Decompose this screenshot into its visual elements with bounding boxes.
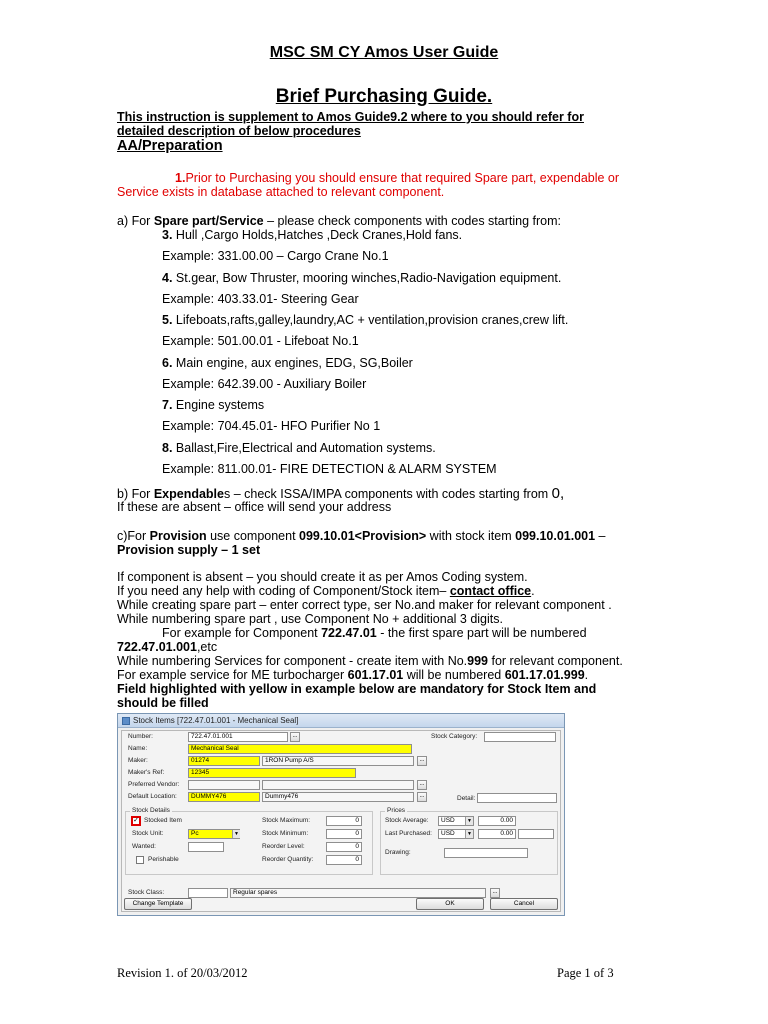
stock-unit-value: Pc [191,830,199,837]
dialog-body [121,730,561,912]
prov-end: – [595,529,606,543]
chevron-down-icon[interactable]: ▼ [232,830,240,838]
note-5a: For example for Component [162,626,322,640]
last-purchased-label: Last Purchased: [385,830,432,837]
note-6b: ,etc [196,640,218,654]
makers-ref-label: Maker's Ref: [128,769,165,776]
name-field[interactable]: Mechanical Seal [188,744,412,754]
spares-item-6 [162,356,413,370]
note-8e: . [584,668,589,682]
default-location-label: Default Location: [128,793,177,800]
note-7b: 999 [467,654,488,668]
maker-code-field[interactable]: 01274 [188,756,260,766]
intro-number: 1. [175,171,186,185]
makers-ref-field[interactable]: 12345 [188,768,356,778]
name-label: Name: [128,745,148,752]
default-location-name[interactable]: Dummy476 [262,792,414,802]
note-7c: for relevant component. [488,654,623,668]
stock-average-field[interactable]: 0.00 [478,816,516,826]
note-2c: . [531,584,535,598]
window-icon [122,717,130,725]
note-5b: 722.47.01 [321,626,377,640]
preferred-vendor-code[interactable] [188,780,260,790]
note-line-6 [117,640,217,654]
spares-item-8 [162,441,436,455]
change-template-button[interactable]: Change Template [124,898,192,910]
stocked-item-label: Stocked Item [144,817,182,824]
vendor-browse-button[interactable]: ... [417,780,427,790]
exp-bold: Expendable [153,487,224,501]
item-text: Engine systems [172,398,265,412]
instruction-note [117,110,584,138]
contact-office-link: contact office [449,584,532,598]
stock-class-name[interactable]: Regular spares [230,888,486,898]
spares-example-5: Example: 501.00.01 - Lifeboat No.1 [162,334,359,348]
stock-minimum-field[interactable]: 0 [326,829,362,839]
item-number: 4. [162,271,173,285]
stock-details-label: Stock Details [132,807,170,814]
item-number: 3. [162,228,173,242]
item-number: 7. [162,398,173,412]
exp-zero: 0, [551,485,565,502]
wanted-field[interactable] [188,842,224,852]
last-purchased-field[interactable]: 0.00 [478,829,516,839]
item-text: St.gear, Bow Thruster, mooring winches,Radio-Navigation equipment. [172,271,562,285]
note-8d: 601.17.01.999 [504,668,585,682]
prov-mid-2: with stock item [426,529,516,543]
perishable-label: Perishable [148,856,179,863]
currency-value: USD [441,817,455,824]
spares-prefix: a) For [117,214,154,228]
ok-button[interactable]: OK [416,898,484,910]
preferred-vendor-label: Preferred Vendor: [128,781,180,788]
item-number: 8. [162,441,173,455]
stock-maximum-label: Stock Maximum: [262,817,311,824]
provision-line-1 [117,529,606,543]
spares-example-4: Example: 403.33.01- Steering Gear [162,292,359,306]
note-line-1: If component is absent – you should create it as per Amos Coding system. [117,570,528,584]
prov-bold-2: 099.10.01<Provision> [299,529,427,543]
reorder-level-label: Reorder Level: [262,843,305,850]
exp-prefix: b) For [117,487,154,501]
stocked-item-checkbox[interactable]: ✓ [133,817,139,824]
note-line-8 [117,668,588,682]
detail-field[interactable] [477,793,557,803]
spares-item-4 [162,271,561,285]
note-line-10: should be filled [117,696,209,710]
reorder-quantity-field[interactable]: 0 [326,855,362,865]
intro-line-2: Service exists in database attached to relevant component. [117,185,445,199]
dialog-title-bar [118,714,564,728]
note-6a: 722.47.01.001 [117,640,197,654]
detail-label: Detail: [457,795,476,802]
section-heading: AA/Preparation [117,138,223,154]
item-number: 6. [162,356,173,370]
exp-suffix: s – check ISSA/IMPA components with codes starting from [223,487,552,501]
maker-name-field[interactable]: 1RON Pump A/S [262,756,414,766]
reorder-quantity-label: Reorder Quantity: [262,856,314,863]
reorder-level-field[interactable]: 0 [326,842,362,852]
drawing-field[interactable] [444,848,528,858]
note-7a: While numbering Services for component - create item with No. [117,654,468,668]
instruction-line-2: detailed description of below procedures [117,124,361,138]
provision-line-2: Provision supply – 1 set [117,543,261,557]
location-browse-button[interactable]: ... [417,792,427,802]
intro-text-1: Prior to Purchasing you should ensure that required Spare part, expendable or [185,171,620,185]
stock-unit-label: Stock Unit: [132,830,164,837]
stock-class-label: Stock Class: [128,889,165,896]
item-text: Lifeboats,rafts,galley,laundry,AC + ventilation,provision cranes,crew lift. [172,313,569,327]
spares-example-3: Example: 331.00.00 – Cargo Crane No.1 [162,249,389,263]
spares-item-7 [162,398,264,412]
note-2a: If you need any help with coding of Component/Stock item– [117,584,450,598]
note-line-2 [117,584,535,598]
spares-example-7: Example: 704.45.01- HFO Purifier No 1 [162,419,381,433]
note-8a: For example service for ME turbocharger [117,668,348,682]
spares-bold: Spare part/Service [153,214,264,228]
last-purchased-date[interactable] [518,829,554,839]
expendables-line-2: If these are absent – office will send your address [117,500,392,514]
prices-label: Prices [387,807,406,814]
item-text: Hull ,Cargo Holds,Hatches ,Deck Cranes,Hold fans. [172,228,463,242]
number-field[interactable]: 722.47.01.001 [188,732,288,742]
perishable-checkbox[interactable] [136,856,144,864]
instruction-line-1: This instruction is supplement to Amos Guide9.2 where to you should refer for [117,110,584,124]
spares-heading [117,214,561,228]
dialog-title: Stock Items [722.47.01.001 - Mechanical Seal] [133,716,299,725]
stock-average-label: Stock Average: [385,817,429,824]
spares-item-5 [162,313,568,327]
note-line-4: While numbering spare part , use Component No + additional 3 digits. [117,612,503,626]
note-line-5 [162,626,587,640]
chevron-down-icon[interactable]: ▼ [465,817,473,825]
wanted-label: Wanted: [132,843,156,850]
spares-item-3 [162,228,462,242]
intro-line-1 [175,171,619,185]
note-line-9: Field highlighted with yellow in example below are mandatory for Stock Item and [117,682,597,696]
note-line-7 [117,654,623,668]
maker-browse-button[interactable]: ... [417,756,427,766]
note-line-3: While creating spare part – enter correct type, ser No.and maker for relevant component . [117,598,612,612]
number-label: Number: [128,733,153,740]
note-8c: will be numbered [403,668,505,682]
drawing-label: Drawing: [385,849,411,856]
spares-suffix: – please check components with codes starting from: [263,214,561,228]
footer-page-number: Page 1 of 3 [557,966,614,980]
item-text: Main engine, aux engines, EDG, SG,Boiler [172,356,413,370]
stock-class-code[interactable] [188,888,228,898]
stock-category-label: Stock Category: [431,733,478,740]
number-browse-button[interactable]: ... [290,732,300,742]
item-text: Ballast,Fire,Electrical and Automation systems. [172,441,436,455]
maker-label: Maker: [128,757,148,764]
prov-prefix: c)For [117,529,150,543]
note-5c: - the first spare part will be numbered [376,626,587,640]
cancel-button[interactable]: Cancel [490,898,558,910]
prov-bold-3: 099.10.01.001 [515,529,596,543]
item-number: 5. [162,313,173,327]
stock-items-dialog [117,713,565,916]
guide-title: Brief Purchasing Guide. [275,86,493,107]
spares-example-6: Example: 642.39.00 - Auxiliary Boiler [162,377,367,391]
currency-value: USD [441,830,455,837]
spares-example-8: Example: 811.00.01- FIRE DETECTION & ALARM SYSTEM [162,462,497,476]
chevron-down-icon[interactable]: ▼ [465,830,473,838]
default-location-code[interactable]: DUMMY476 [188,792,260,802]
prov-mid-1: use component [206,529,300,543]
page-title: MSC SM CY Amos User Guide [269,44,499,61]
stock-class-browse-button[interactable]: ... [490,888,500,898]
prov-bold-1: Provision [149,529,207,543]
preferred-vendor-name[interactable] [262,780,414,790]
stock-maximum-field[interactable]: 0 [326,816,362,826]
footer-revision: Revision 1. of 20/03/2012 [117,966,248,980]
note-8b: 601.17.01 [347,668,404,682]
stock-minimum-label: Stock Minimum: [262,830,309,837]
stock-category-field[interactable] [484,732,556,742]
